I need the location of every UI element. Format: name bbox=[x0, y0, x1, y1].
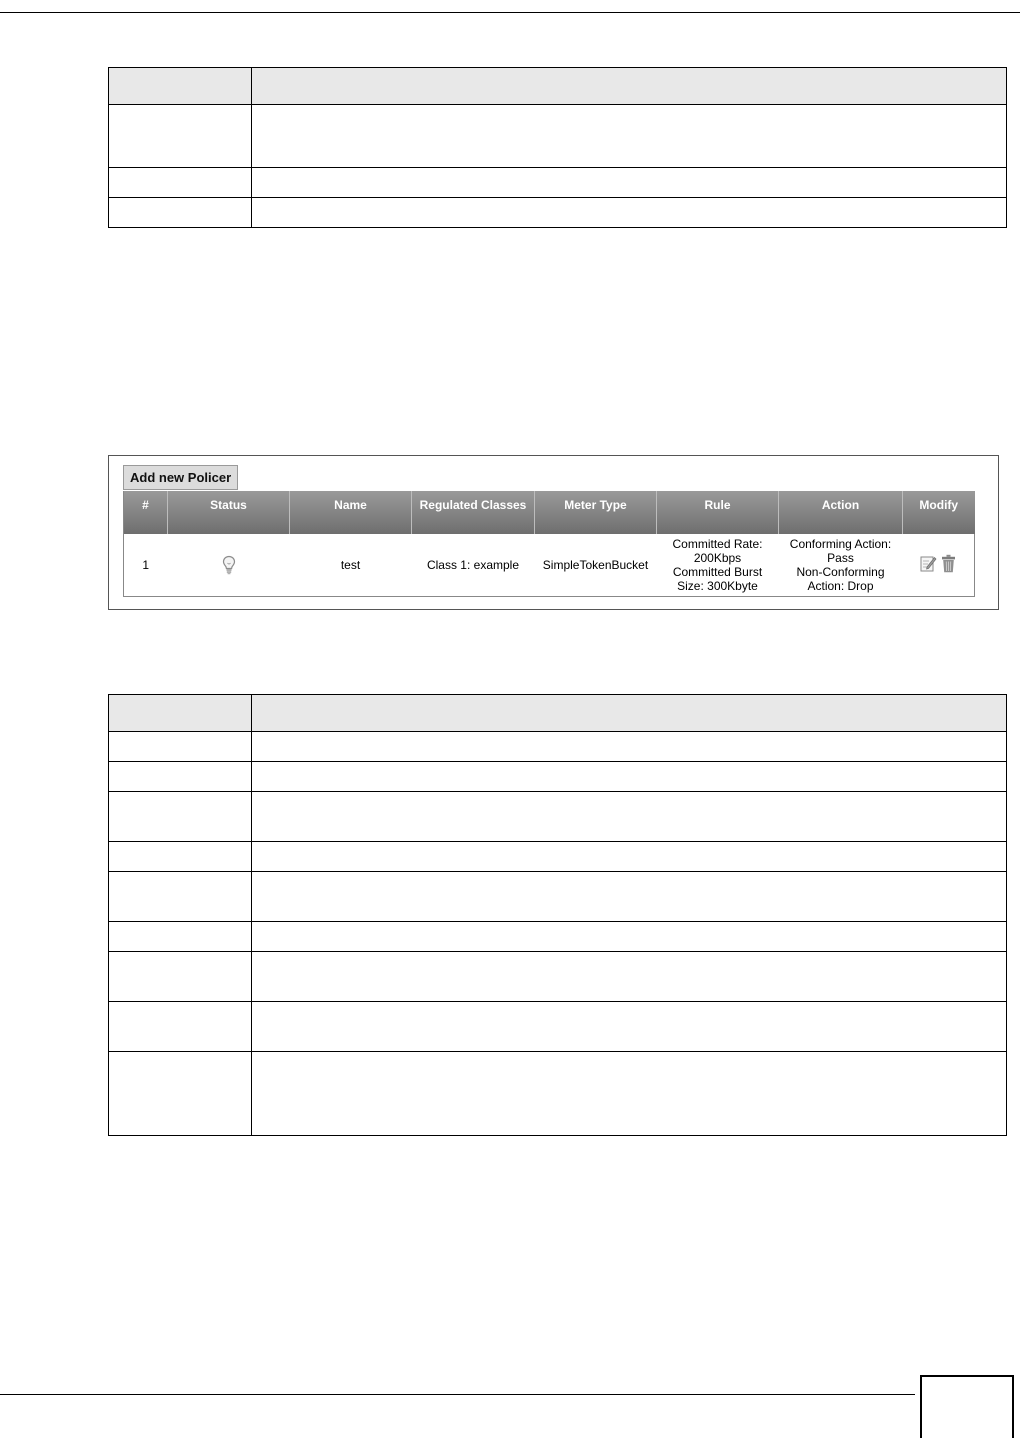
row-modify bbox=[903, 534, 975, 597]
table-row bbox=[109, 762, 1007, 792]
add-new-policer-button[interactable]: Add new Policer bbox=[123, 465, 238, 490]
table-row bbox=[109, 1052, 1007, 1136]
policer-screen-panel bbox=[108, 455, 999, 610]
table-header-row bbox=[109, 695, 1007, 732]
column-header-meter-type[interactable]: Meter Type bbox=[535, 491, 657, 534]
table-row bbox=[109, 922, 1007, 952]
rule-line: Size: 300Kbyte bbox=[677, 579, 758, 593]
row-name: test bbox=[290, 534, 412, 597]
action-line: Conforming Action: bbox=[789, 537, 892, 551]
doc-table-top bbox=[108, 67, 1007, 228]
policer-table bbox=[123, 491, 975, 597]
rule-line: Committed Rate: bbox=[672, 537, 763, 551]
table-row bbox=[109, 732, 1007, 762]
table-row bbox=[109, 168, 1007, 198]
column-header-regulated-classes[interactable]: Regulated Classes bbox=[412, 491, 535, 534]
table-row bbox=[109, 842, 1007, 872]
table-row bbox=[109, 1002, 1007, 1052]
policer-table-header bbox=[124, 491, 975, 534]
row-rule bbox=[657, 534, 779, 597]
table-row bbox=[124, 534, 975, 597]
rule-line: Committed Burst bbox=[672, 565, 763, 579]
page-number-box bbox=[920, 1375, 1014, 1438]
action-line: Action: Drop bbox=[807, 579, 874, 593]
table-row bbox=[109, 198, 1007, 228]
delete-icon[interactable] bbox=[940, 554, 957, 573]
table-row bbox=[109, 792, 1007, 842]
header-rule bbox=[0, 12, 1020, 13]
action-line: Non-Conforming bbox=[796, 565, 885, 579]
lightbulb-icon[interactable] bbox=[222, 555, 236, 575]
action-line: Pass bbox=[827, 551, 854, 565]
table-row bbox=[109, 872, 1007, 922]
table-header-row bbox=[109, 68, 1007, 105]
column-header-rule[interactable]: Rule bbox=[657, 491, 779, 534]
rule-line: 200Kbps bbox=[693, 551, 742, 565]
column-header-status[interactable]: Status bbox=[168, 491, 290, 534]
table-row bbox=[109, 105, 1007, 168]
row-meter-type: SimpleTokenBucket bbox=[535, 534, 657, 597]
row-index: 1 bbox=[124, 534, 168, 597]
column-header-name[interactable]: Name bbox=[290, 491, 412, 534]
column-header-index[interactable]: # bbox=[124, 491, 168, 534]
column-header-action[interactable]: Action bbox=[779, 491, 903, 534]
row-regulated-classes: Class 1: example bbox=[412, 534, 535, 597]
modify-icons bbox=[920, 554, 957, 573]
footer-rule bbox=[0, 1394, 915, 1395]
doc-table-bottom bbox=[108, 694, 1007, 1136]
column-header-modify: Modify bbox=[903, 491, 975, 534]
table-row bbox=[109, 952, 1007, 1002]
row-action bbox=[779, 534, 903, 597]
edit-icon[interactable] bbox=[920, 554, 937, 573]
row-status bbox=[168, 534, 290, 597]
